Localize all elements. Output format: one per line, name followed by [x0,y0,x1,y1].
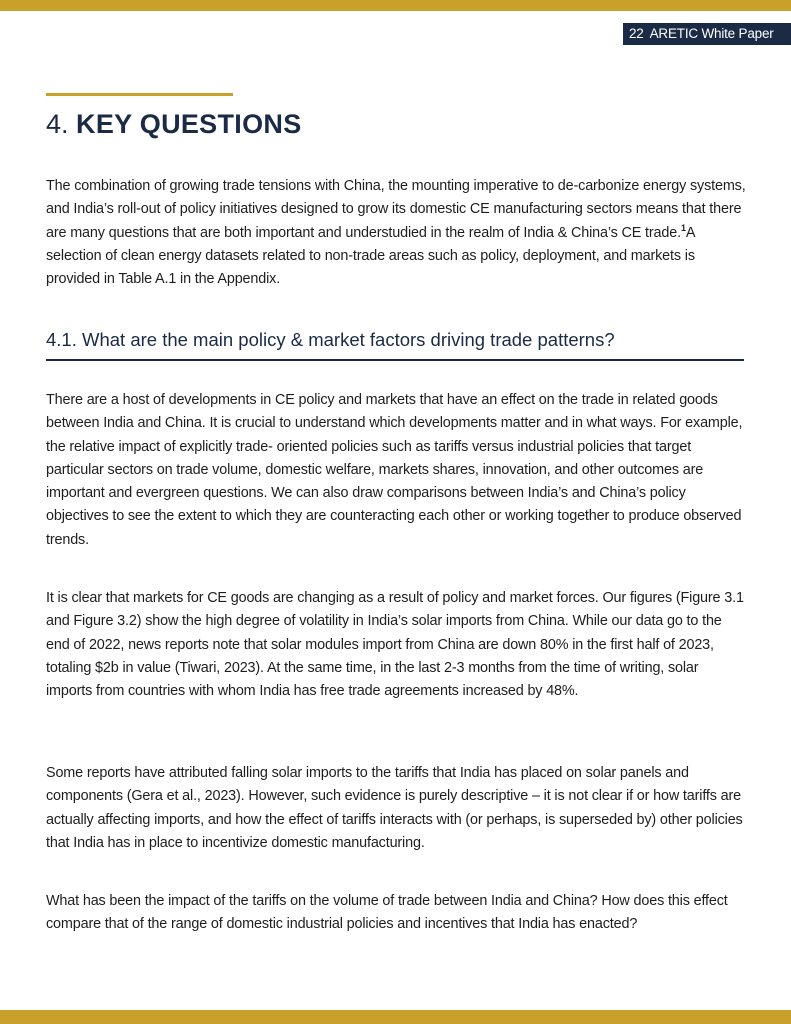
intro-text-continued: A selection of clean energy datasets related to non-trade areas such as policy, deployment, and markets is provided in Table A.1 in the Appendix. [46,224,695,288]
body-paragraph: Some reports have attributed falling solar imports to the tariffs that India has placed on solar panels and components (Gera et al., 2023). However, such evidence is purely descriptive – it is not clear if or how tariffs are actually affecting imports, and how the effect of tariffs interacts with (or perhaps, is superseded by) other policies that India has in place to incentivize domestic manufacturing. [46,765,743,851]
body-paragraph: There are a host of developments in CE policy and markets that have an effect on the trade in related goods between India and China. It is crucial to understand which developments matter and in what ways. For example, the relative impact of explicitly trade- oriented policies such as tariffs versus industrial policies that target particular sectors on trade volume, domestic welfare, markets shares, innovation, and other outcomes are important and evergreen questions. We can also draw comparisons between India’s and China’s policy objectives to see the extent to which they are counteracting each other or working together to produce observed trends. [46,392,743,548]
body-paragraph: It is clear that markets for CE goods are changing as a result of policy and market forces. Our figures (Figure 3.1 and Figure 3.2) show the high degree of volatility in India’s solar imports from China. While our data go to the end of 2022, news reports note that solar modules import from China are down 80% in the first half of 2023, totaling $2b in value (Tiwari, 2023). At the same time, in the last 2-3 months from the time of writing, solar imports from countries with whom India has free trade agreements increased by 48%. [46,590,744,700]
page-number: 22 [629,26,644,41]
intro-text: The combination of growing trade tensions with China, the mounting imperative to de-carbonize energy systems, and India’s roll-out of policy initiatives designed to grow its domestic CE manufacturing sectors means that there are many questions that are both important and understudied in the realm of India & China’s CE trade. [46,178,746,241]
section-title [46,106,302,142]
section-title-text: KEY QUESTIONS [76,109,302,139]
bottom-accent-bar [0,1010,791,1024]
publication-name: ARETIC White Paper [649,26,774,41]
section-number: 4. [46,109,69,139]
intro-paragraph [46,175,746,291]
top-accent-bar [0,0,791,11]
title-accent-rule [46,93,233,96]
footnote-marker[interactable]: 1 [680,222,686,233]
page-header-tag [623,23,791,45]
subsection-rule [46,359,744,361]
body-paragraph: What has been the impact of the tariffs on the volume of trade between India and China? How does this effect compare that of the range of domestic industrial policies and incentives that India has enacted? [46,893,728,933]
subsection-title: 4.1. What are the main policy & market factors driving trade patterns? [46,329,615,350]
